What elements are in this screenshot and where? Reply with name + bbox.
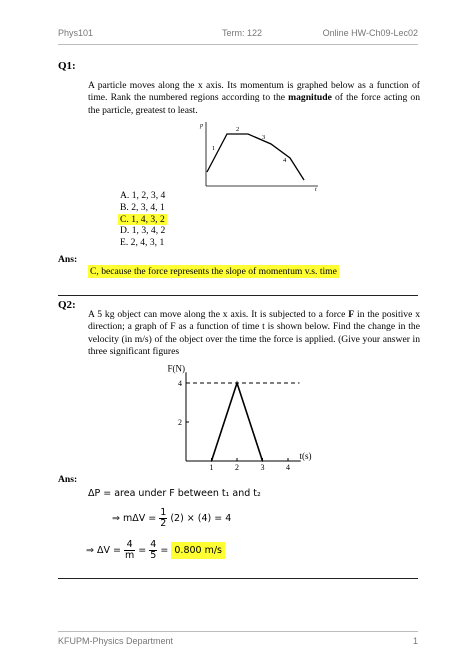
q2-equation-2: ⇒ mΔV = $\frac{1}{2}$ (2) × (4) = 4 bbox=[112, 507, 232, 529]
q2-final-answer: 0.800 m/s bbox=[171, 542, 225, 559]
footer-department: KFUPM-Physics Department bbox=[58, 636, 174, 646]
x-tick-label-2: 2 bbox=[235, 463, 239, 472]
footer-divider bbox=[58, 631, 418, 632]
x-tick-label-3: 3 bbox=[260, 463, 265, 472]
q2-bottom-divider bbox=[58, 578, 418, 579]
q2-equation-1: ΔP = area under F between t₁ and t₂ bbox=[88, 488, 261, 499]
q1-region-2: 2 bbox=[236, 126, 240, 133]
q1-choice-e[interactable]: E. 2, 4, 3, 1 bbox=[120, 237, 165, 249]
y-axis-label: F(N) bbox=[167, 363, 185, 374]
x-tick-label-4: 4 bbox=[286, 463, 290, 472]
q1-momentum-curve bbox=[207, 134, 304, 180]
q2-force-chart bbox=[150, 362, 330, 474]
q1-region-4: 4 bbox=[283, 157, 287, 164]
force-point-0 bbox=[211, 460, 213, 462]
q1-choice-c-selected[interactable]: C. 1, 4, 3, 2 bbox=[120, 213, 165, 225]
q1-q2-divider bbox=[58, 295, 418, 296]
q1-question-text: A particle moves along the x axis. Its momentum is graphed below as a function of time. Rank the numbered regions according to the magnitude of the force acting on the particle, greatest to least. bbox=[88, 80, 420, 116]
q2-label: Q2: bbox=[58, 299, 76, 311]
q2-eq3-fraction-1: $\frac{4}{m}$ bbox=[125, 539, 135, 561]
y-tick-label-4: 4 bbox=[178, 379, 182, 388]
q1-region-1: 1 bbox=[212, 145, 216, 152]
header-divider bbox=[58, 44, 418, 45]
q2-eq3-fraction-2: $\frac{4}{5}$ bbox=[150, 539, 157, 561]
q1-choice-a[interactable]: A. 1, 2, 3, 4 bbox=[120, 190, 166, 201]
force-point-2 bbox=[262, 460, 264, 462]
q1-choices bbox=[118, 190, 167, 249]
q1-choice-b[interactable]: B. 2, 3, 4, 1 bbox=[120, 201, 165, 213]
q2-question-text: A 5 kg object can move along the x axis. It is subjected to a force F in the positive x direction; a graph of F as a function of time t is shown below. Find the change in the velocity (in m/s) of the object over the time the force is applied. (Give your answer in three significant figures bbox=[88, 309, 420, 357]
q2-answer-label: Ans: bbox=[58, 474, 78, 485]
q1-choice-d[interactable]: D. 1, 3, 4, 2 bbox=[120, 225, 166, 237]
q1-graph-ylabel: p bbox=[200, 123, 203, 129]
q1-answer-text: C, because the force represents the slope of momentum v.s. time bbox=[90, 266, 337, 277]
q2-equation-3: ⇒ ΔV = $\frac{4}{m}$ = $\frac{4}{5}$ = 0.800 m/s bbox=[86, 540, 225, 561]
header-term: Term: 122 bbox=[222, 28, 263, 38]
force-point-1 bbox=[236, 382, 238, 384]
force-series-line bbox=[212, 383, 263, 461]
header-homework: Online HW-Ch09-Lec02 bbox=[322, 28, 418, 38]
x-tick-label-1: 1 bbox=[209, 463, 214, 472]
q2-eq2-fraction: $\frac{1}{2}$ bbox=[160, 507, 167, 529]
q1-region-3: 3 bbox=[262, 134, 266, 141]
q1-graph-xlabel: t bbox=[315, 187, 317, 193]
q1-label: Q1: bbox=[58, 60, 76, 72]
header-course: Phys101 bbox=[58, 28, 94, 38]
y-tick-label-2: 2 bbox=[178, 418, 182, 427]
x-axis-label: t(s) bbox=[299, 451, 312, 461]
q1-momentum-graph bbox=[198, 118, 322, 194]
footer-page-number: 1 bbox=[412, 636, 418, 646]
q1-answer-label: Ans: bbox=[58, 254, 78, 265]
